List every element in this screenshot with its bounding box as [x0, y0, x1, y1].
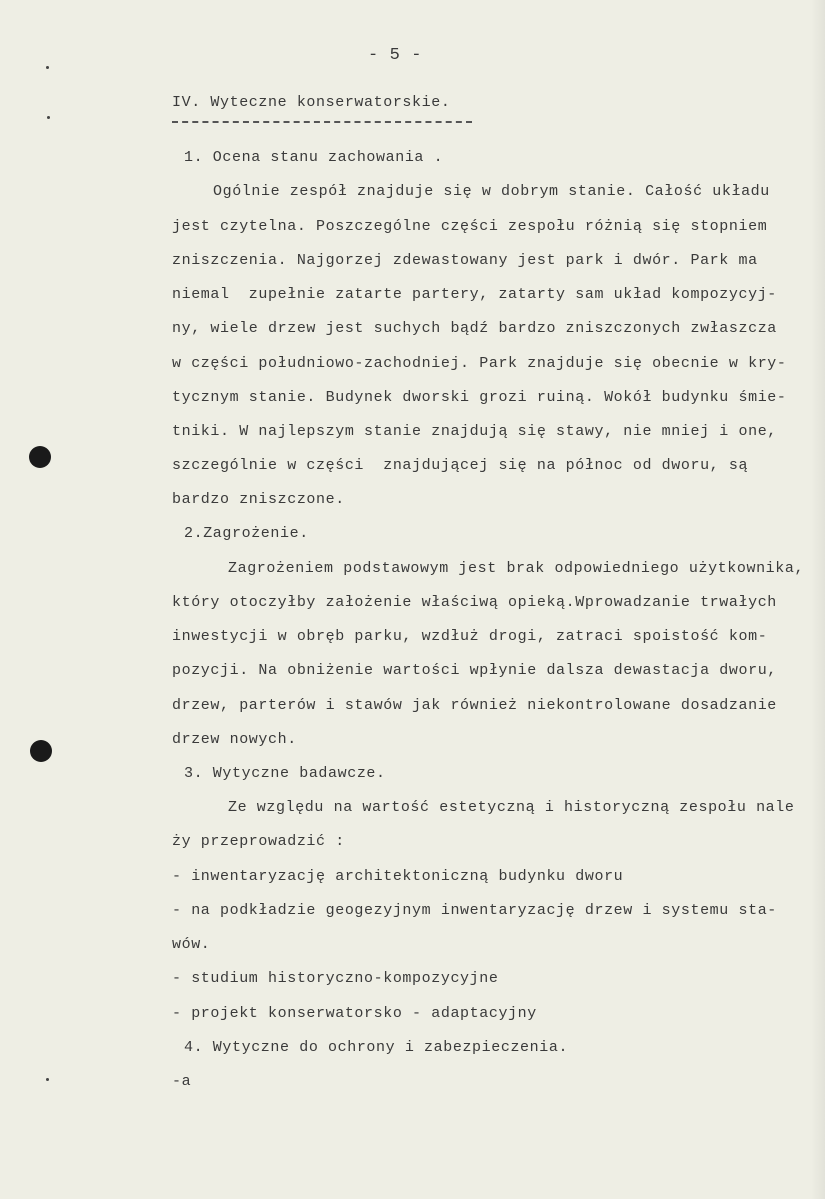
- page-number: - 5 -: [368, 46, 423, 65]
- text-line: pozycji. Na obniżenie wartości wpłynie dalsza dewastacja dworu,: [172, 662, 777, 679]
- text-line: który otoczyłby założenie właściwą opieką.Wprowadzanie trwałych: [172, 594, 777, 611]
- text-line: -a: [172, 1073, 192, 1090]
- text-line: jest czytelna. Poszczególne części zespołu różnią się stopniem: [172, 218, 768, 235]
- section-heading: IV. Wyteczne konserwatorskie.: [172, 94, 451, 111]
- text-line: 2.Zagrożenie.: [184, 525, 309, 542]
- text-line: szczególnie w części znajdującej się na północ od dworu, są: [172, 457, 749, 474]
- margin-mark: [47, 116, 50, 119]
- text-line: tycznym stanie. Budynek dworski grozi ruiną. Wokół budynku śmie-: [172, 389, 787, 406]
- text-line: - studium historyczno-kompozycyjne: [172, 970, 499, 987]
- text-line: - inwentaryzację architektoniczną budynku dworu: [172, 868, 624, 885]
- text-line: bardzo zniszczone.: [172, 491, 345, 508]
- text-line: inwestycji w obręb parku, wzdłuż drogi, zatraci spoistość kom-: [172, 628, 768, 645]
- text-line: 3. Wytyczne badawcze.: [184, 765, 386, 782]
- paper-edge-shadow: [811, 0, 825, 1199]
- margin-mark: [46, 1078, 49, 1081]
- heading-underline: [172, 121, 472, 123]
- text-line: ny, wiele drzew jest suchych bądź bardzo zniszczonych zwłaszcza: [172, 320, 777, 337]
- text-line: Zagrożeniem podstawowym jest brak odpowiedniego użytkownika,: [228, 560, 805, 577]
- text-line: wów.: [172, 936, 211, 953]
- margin-mark: [46, 66, 49, 69]
- text-line: 1. Ocena stanu zachowania .: [184, 149, 444, 166]
- text-line: - projekt konserwatorsko - adaptacyjny: [172, 1005, 537, 1022]
- text-line: zniszczenia. Najgorzej zdewastowany jest park i dwór. Park ma: [172, 252, 758, 269]
- text-line: drzew, parterów i stawów jak również niekontrolowane dosadzanie: [172, 697, 777, 714]
- text-line: - na podkładzie geogezyjnym inwentaryzację drzew i systemu sta-: [172, 902, 777, 919]
- text-line: niemal zupełnie zatarte partery, zatarty sam układ kompozycyj-: [172, 286, 777, 303]
- text-line: Ze względu na wartość estetyczną i historyczną zespołu nale: [228, 799, 795, 816]
- text-line: drzew nowych.: [172, 731, 297, 748]
- punch-hole-top: [29, 446, 51, 468]
- punch-hole-bottom: [30, 740, 52, 762]
- text-line: tniki. W najlepszym stanie znajdują się stawy, nie mniej i one,: [172, 423, 777, 440]
- text-line: w części południowo-zachodniej. Park znajduje się obecnie w kry-: [172, 355, 787, 372]
- text-line: Ogólnie zespół znajduje się w dobrym stanie. Całość układu: [213, 183, 770, 200]
- text-line: 4. Wytyczne do ochrony i zabezpieczenia.: [184, 1039, 569, 1056]
- text-line: ży przeprowadzić :: [172, 833, 345, 850]
